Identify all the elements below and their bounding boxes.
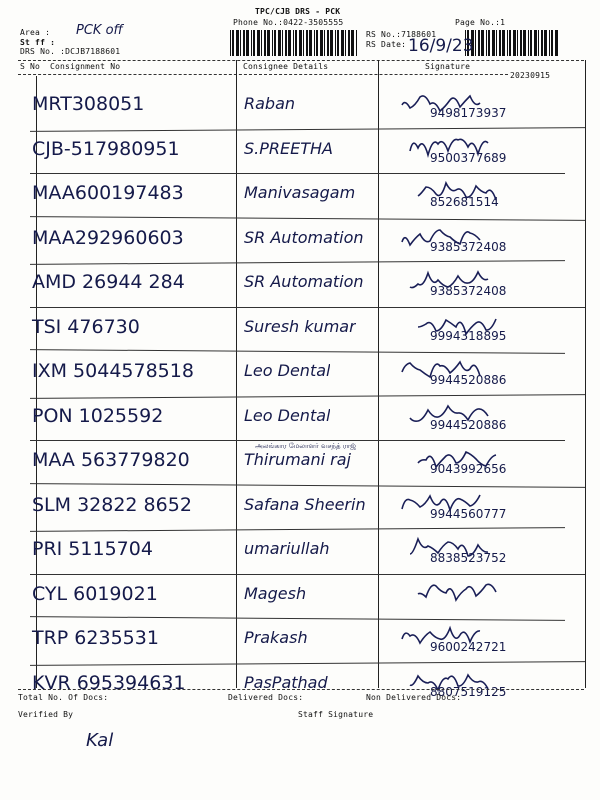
- consignment-number: AMD 26944 284: [32, 271, 185, 293]
- recipient-signature: [408, 135, 498, 159]
- consignee-name: SR Automation: [244, 227, 364, 247]
- consignment-number: MAA 563779820: [32, 449, 190, 471]
- footer-rule: [18, 689, 584, 690]
- verifier-initials: Kal: [86, 730, 114, 751]
- consignment-number: MRT308051: [32, 93, 145, 115]
- consignment-number: IXM 5044578518: [32, 360, 194, 382]
- drs-number: DRS No. :DCJB7188601: [20, 47, 121, 56]
- consignee-name: Prakash: [244, 628, 308, 647]
- recipient-phone: 852681514: [430, 195, 499, 209]
- barcode-right: [465, 30, 560, 56]
- recipient-phone: 9994318895: [430, 328, 507, 343]
- phone-number: Phone No.:0422-3505555: [233, 18, 344, 27]
- row-separator: [30, 127, 585, 132]
- row-separator: [30, 173, 565, 174]
- consignee-name: Leo Dental: [244, 405, 331, 425]
- col-header-signature: Signature: [425, 62, 471, 71]
- consignee-name: Suresh kumar: [244, 316, 356, 336]
- recipient-phone: 9043992656: [430, 462, 507, 476]
- recipient-phone: 9944520886: [430, 373, 507, 387]
- recipient-signature: [408, 535, 498, 559]
- recipient-signature: [416, 446, 506, 470]
- recipient-signature: [408, 402, 498, 426]
- consignee-name: Leo Dental: [244, 361, 331, 380]
- row-separator: [30, 349, 565, 354]
- col-header-sno: S No: [20, 62, 41, 71]
- row-separator: [30, 394, 585, 399]
- barcode-left: [230, 30, 360, 56]
- row-separator: [30, 440, 565, 441]
- recipient-phone: 8807519125: [430, 684, 507, 699]
- consignee-name: umariullah: [244, 539, 330, 558]
- consignee-name: S.PREETHA: [244, 138, 333, 158]
- recipient-phone: 9498173937: [430, 106, 507, 120]
- staff-label: St ff :: [20, 38, 56, 47]
- recipient-signature: [408, 268, 498, 292]
- recipient-phone: 9944560777: [430, 506, 507, 521]
- recipient-phone: 9944520886: [430, 417, 507, 432]
- recipient-signature: [400, 624, 490, 648]
- column-rule-right: [585, 60, 586, 688]
- staff-signature: Staff Signature: [298, 710, 374, 719]
- recipient-signature: [400, 357, 490, 381]
- consignment-number: CJB-517980951: [32, 137, 180, 160]
- consignment-number: KVR 695394631: [32, 671, 186, 694]
- rs-number: RS No.:7188601: [366, 30, 437, 39]
- consignment-number: SLM 32822 8652: [32, 493, 192, 516]
- consignee-name: PasPathad: [244, 672, 328, 692]
- area-label: Area :: [20, 28, 51, 37]
- non-delivered-docs: Non Delivered Docs:: [366, 693, 462, 702]
- row-separator: [30, 616, 565, 621]
- row-separator: [30, 527, 565, 532]
- consignee-name: Manivasagam: [244, 183, 356, 202]
- rs-date-handwritten: 16/9/23: [408, 36, 474, 56]
- consignee-name: Magesh: [244, 583, 307, 603]
- recipient-phone: 9600242721: [430, 640, 507, 654]
- row-separator: [30, 307, 585, 308]
- rs-date-label: RS Date:: [366, 40, 407, 49]
- page-number: Page No.:1: [455, 18, 506, 27]
- consignee-name: SR Automation: [244, 272, 364, 291]
- delivered-docs: Delivered Docs:: [228, 693, 304, 702]
- consignee-note: அலங்கார மேலாளர் வசந்த் ராஜ்: [255, 442, 356, 450]
- consignee-name: Safana Sheerin: [244, 494, 366, 514]
- recipient-phone: 9385372408: [430, 284, 507, 298]
- consignment-number: CYL 6019021: [32, 582, 158, 605]
- row-separator: [30, 661, 585, 666]
- row-separator: [30, 216, 585, 221]
- recipient-signature: [416, 313, 506, 337]
- document-title: TPC/CJB DRS - PCK: [255, 7, 341, 16]
- row-separator: [30, 483, 585, 488]
- date-code: 20230915: [510, 71, 551, 80]
- row-separator: [30, 260, 565, 265]
- recipient-phone: 9385372408: [430, 239, 507, 254]
- consignment-number: PON 1025592: [32, 404, 164, 427]
- consignee-name: Raban: [244, 94, 296, 113]
- consignment-number: PRI 5115704: [32, 538, 153, 560]
- recipient-phone: 8838523752: [430, 551, 507, 565]
- consignment-number: MAA600197483: [32, 182, 184, 204]
- total-docs: Total No. Of Docs:: [18, 693, 109, 702]
- consignment-number: MAA292960603: [32, 226, 184, 249]
- recipient-signature: [400, 224, 490, 248]
- recipient-signature: [400, 491, 490, 515]
- consignment-number: TRP 6235531: [32, 627, 159, 649]
- col-header-consignee: Consignee Details: [243, 62, 329, 71]
- row-separator: [30, 574, 585, 575]
- column-rule-middle: [236, 60, 237, 688]
- col-header-consignment: Consignment No: [50, 62, 121, 71]
- recipient-signature: [416, 580, 506, 604]
- recipient-signature: [400, 90, 490, 114]
- verified-by: Verified By: [18, 710, 74, 719]
- recipient-signature: [416, 179, 506, 203]
- consignment-number: TSI 476730: [32, 315, 140, 338]
- header-bottom-rule: [18, 74, 508, 75]
- recipient-phone: 9500377689: [430, 150, 507, 165]
- column-rule-consignee: [378, 60, 379, 688]
- consignee-name: Thirumani raj: [244, 450, 351, 469]
- area-handwritten-value: PCK off: [76, 23, 123, 38]
